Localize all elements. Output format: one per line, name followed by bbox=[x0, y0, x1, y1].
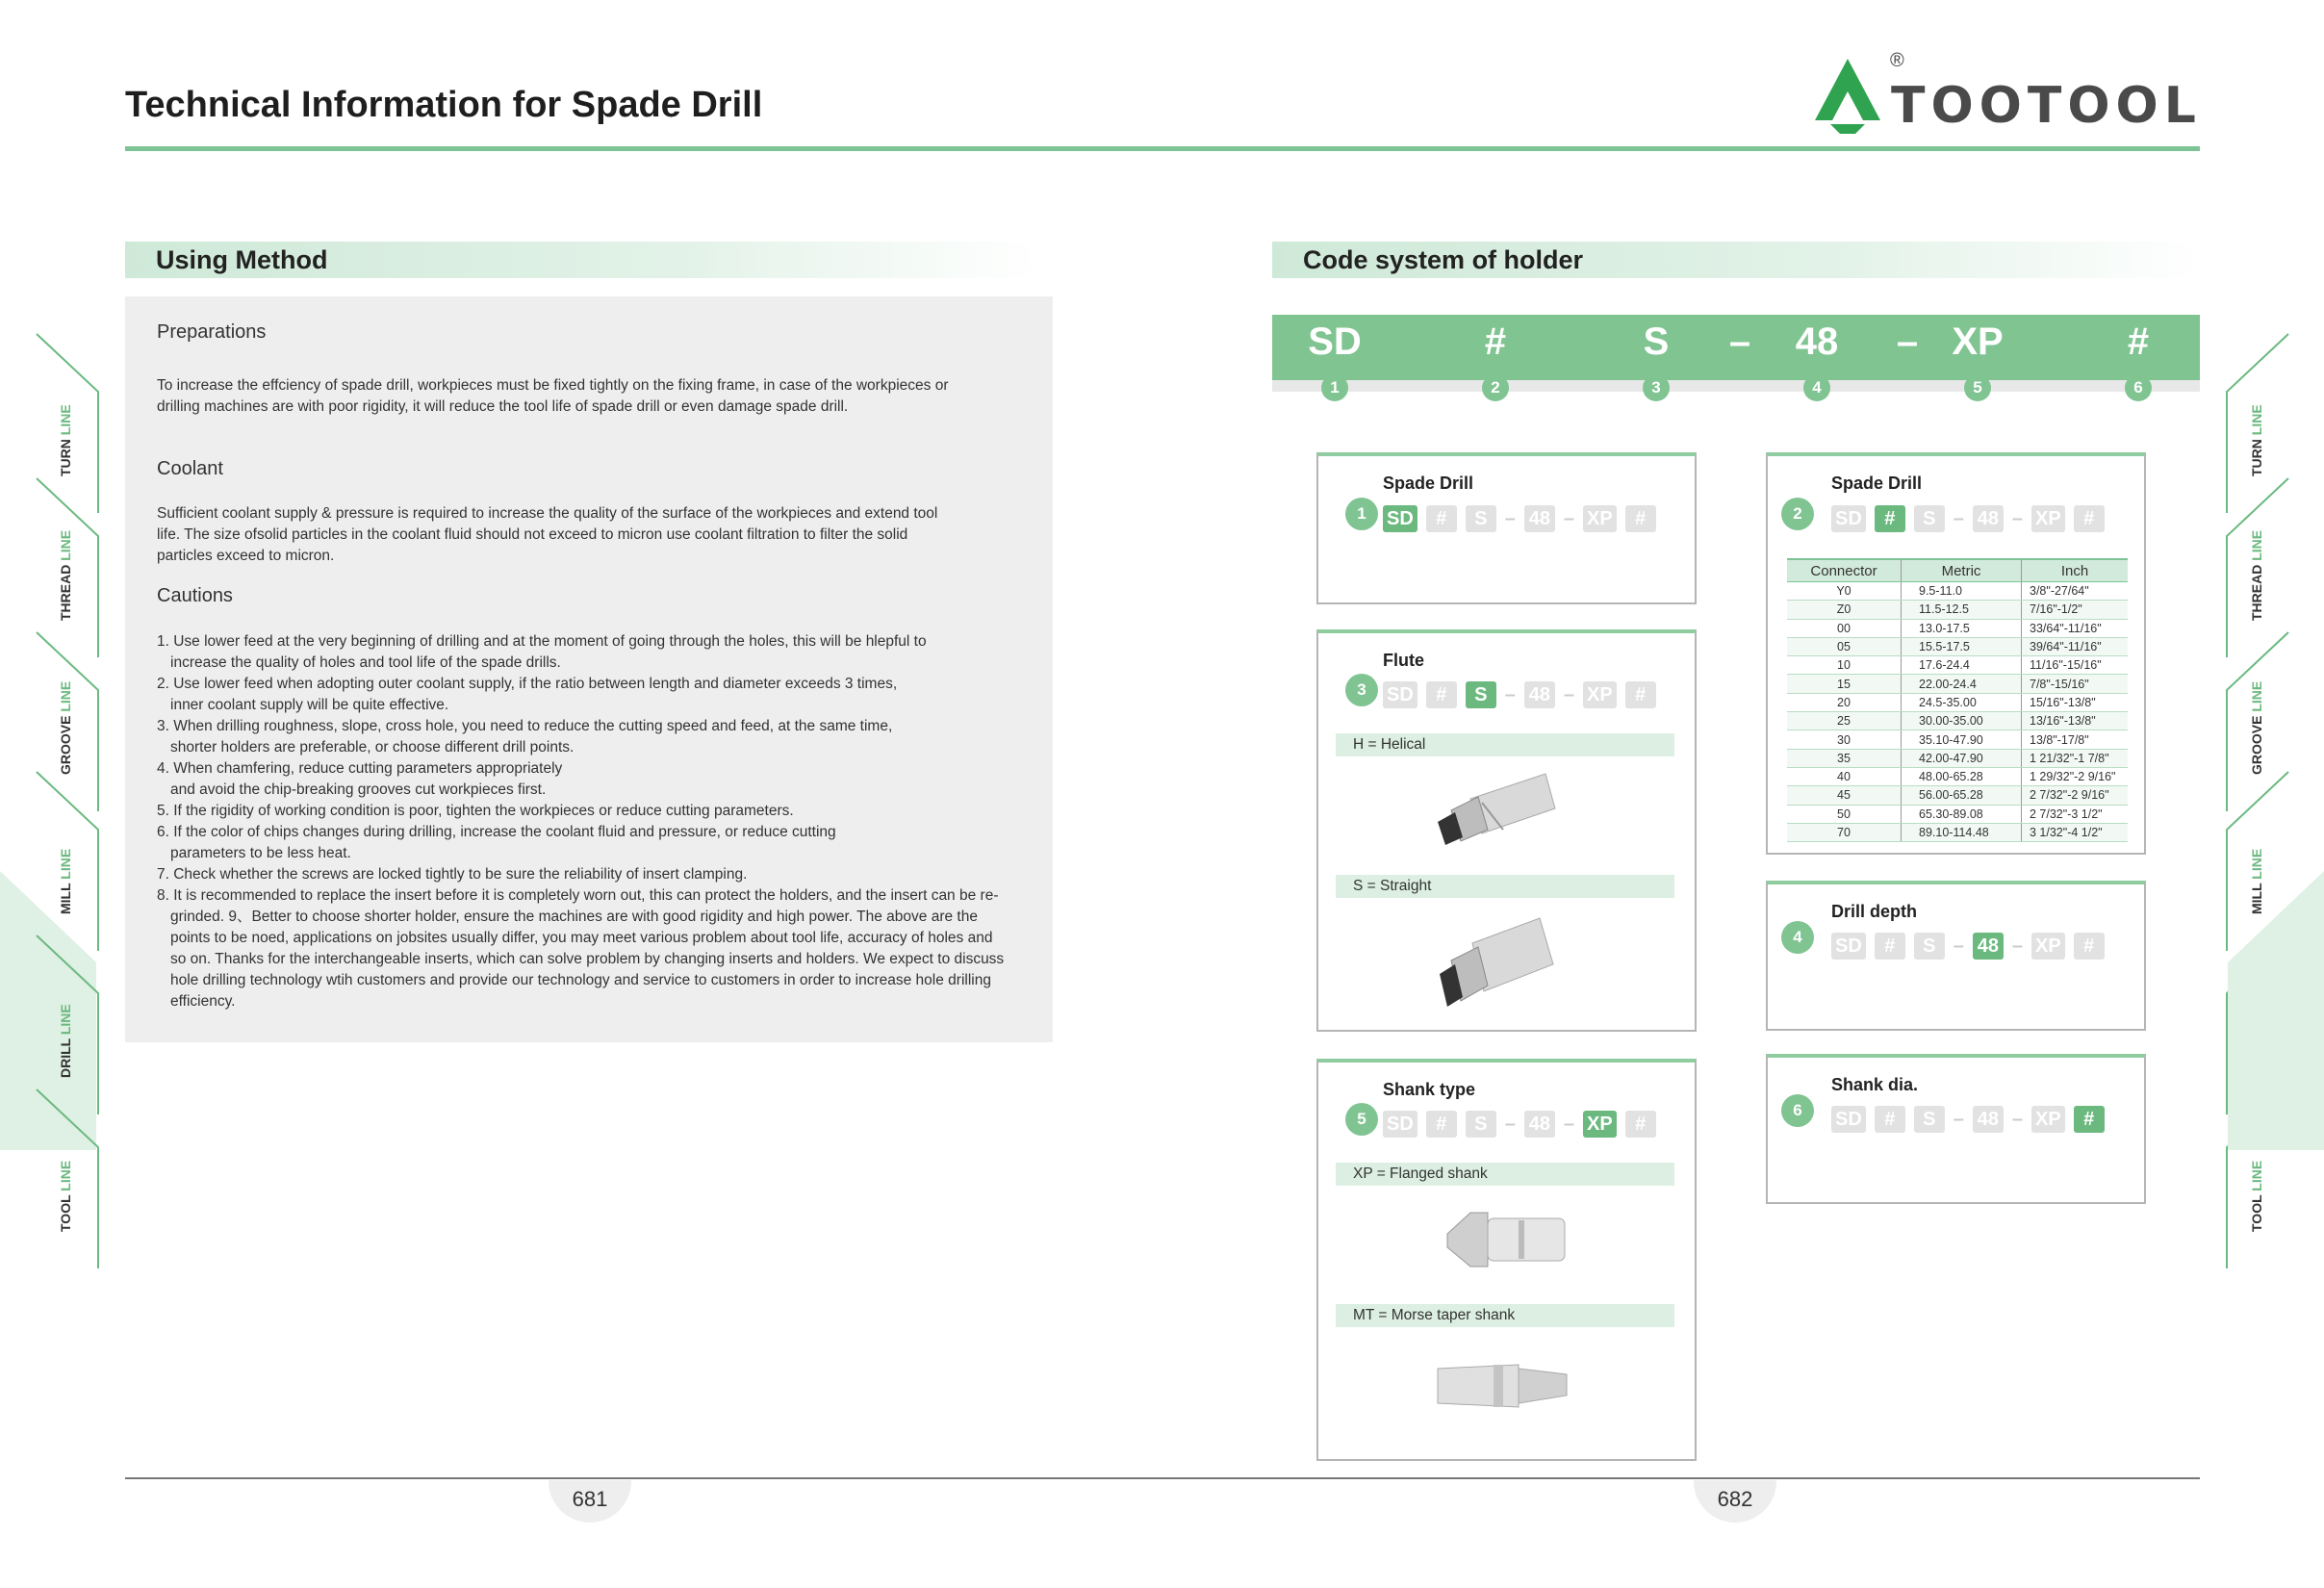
table-cell: 89.10-114.48 bbox=[1902, 823, 2022, 841]
table-cell: 30.00-35.00 bbox=[1902, 712, 2022, 730]
col-header: Connector bbox=[1787, 559, 1902, 582]
card-number: 2 bbox=[1781, 498, 1814, 530]
card-title: Shank dia. bbox=[1831, 1075, 1919, 1094]
side-tab-label-accent: LINE bbox=[58, 1004, 73, 1036]
chip-flute: S bbox=[1914, 1106, 1945, 1133]
table-cell: 3/8"-27/64" bbox=[2022, 582, 2129, 601]
side-tab-label-bold: DRILL bbox=[58, 1038, 73, 1078]
code-number: 6 bbox=[2125, 374, 2152, 401]
table-row bbox=[1787, 767, 2128, 785]
table-cell: 2 7/32"-3 1/2" bbox=[2022, 805, 2129, 823]
table-cell: 13/8"-17/8" bbox=[2022, 730, 2129, 749]
table-cell: 33/64"-11/16" bbox=[2022, 619, 2129, 637]
chip-dash: – bbox=[2011, 935, 2024, 957]
side-tab-label-bold: TOOL bbox=[2249, 1194, 2264, 1232]
side-tab-turn-line[interactable] bbox=[58, 404, 73, 476]
table-cell: 42.00-47.90 bbox=[1902, 749, 2022, 767]
caution-item: 1. Use lower feed at the very beginning of drilling and at the moment of going through the holes, this will be hlepful to increase the quality of holes and tool life of the spade drills. bbox=[157, 633, 927, 671]
table-row bbox=[1787, 637, 2128, 655]
chip-depth: 48 bbox=[1973, 933, 2004, 960]
side-tab-label-bold: GROOVE bbox=[2249, 715, 2264, 775]
card-title: Flute bbox=[1383, 651, 1424, 670]
chip-dash: – bbox=[1953, 935, 1964, 957]
side-tab-label-accent: LINE bbox=[58, 680, 73, 712]
side-tab-label-bold: MILL bbox=[58, 883, 73, 914]
code-chips bbox=[1383, 505, 1656, 532]
table-cell: 15.5-17.5 bbox=[1902, 637, 2022, 655]
chip-flute: S bbox=[1914, 933, 1945, 960]
code-number: 1 bbox=[1321, 374, 1348, 401]
side-tab-label-accent: LINE bbox=[2249, 1160, 2264, 1191]
morse-taper-shank-image bbox=[1432, 1357, 1576, 1415]
table-cell: 15/16"-13/8" bbox=[2022, 693, 2129, 711]
side-tab-mill-line[interactable] bbox=[58, 849, 73, 914]
card-title: Shank type bbox=[1383, 1080, 1476, 1099]
table-cell: 50 bbox=[1787, 805, 1902, 823]
side-tab-label-accent: LINE bbox=[58, 1160, 73, 1191]
code-symbol: # bbox=[2127, 320, 2150, 363]
chip-dia: # bbox=[2074, 1106, 2105, 1133]
chip-connector: # bbox=[1426, 505, 1457, 532]
code-symbol: XP bbox=[1952, 320, 2004, 363]
chip-dia: # bbox=[1625, 1111, 1656, 1138]
side-tab-label-accent: LINE bbox=[2249, 848, 2264, 880]
chip-shank: XP bbox=[2031, 1106, 2065, 1133]
preparations-title: Preparations bbox=[157, 321, 267, 343]
table-cell: 40 bbox=[1787, 767, 1902, 785]
tootool-logo-icon bbox=[1809, 53, 1886, 135]
table-cell: 56.00-65.28 bbox=[1902, 786, 2022, 805]
table-row bbox=[1787, 730, 2128, 749]
col-header: Inch bbox=[2022, 559, 2129, 582]
chip-connector: # bbox=[1426, 681, 1457, 708]
side-tab-turn-line[interactable] bbox=[2249, 404, 2264, 476]
table-cell: 9.5-11.0 bbox=[1902, 582, 2022, 601]
table-cell: 11/16"-15/16" bbox=[2022, 656, 2129, 675]
table-cell: 35 bbox=[1787, 749, 1902, 767]
chip-sd: SD bbox=[1831, 1106, 1866, 1133]
chip-depth: 48 bbox=[1973, 505, 2004, 532]
chip-dash: – bbox=[2011, 1108, 2024, 1130]
card-number: 6 bbox=[1781, 1094, 1814, 1127]
code-dash: – bbox=[1896, 320, 1919, 363]
table-cell: 11.5-12.5 bbox=[1902, 601, 2022, 619]
card-number: 5 bbox=[1345, 1103, 1378, 1136]
option-straight: S = Straight bbox=[1336, 875, 1674, 898]
code-number: 2 bbox=[1482, 374, 1509, 401]
table-cell: 39/64"-11/16" bbox=[2022, 637, 2129, 655]
side-tab-label-bold: TURN bbox=[58, 439, 73, 476]
chip-dash: – bbox=[1504, 1113, 1516, 1135]
card-number: 3 bbox=[1345, 674, 1378, 706]
caution-item: 5. If the rigidity of working condition is poor, tighten the workpieces or reduce cutting parameters. bbox=[157, 803, 794, 819]
table-cell: Z0 bbox=[1787, 601, 1902, 619]
table-row bbox=[1787, 619, 2128, 637]
table-cell: 13/16"-13/8" bbox=[2022, 712, 2129, 730]
table-cell: 25 bbox=[1787, 712, 1902, 730]
side-tab-thread-line[interactable] bbox=[2249, 530, 2264, 621]
chip-connector: # bbox=[1426, 1111, 1457, 1138]
table-row bbox=[1787, 656, 2128, 675]
page-number-right: 682 bbox=[1694, 1480, 1776, 1523]
chip-dash: – bbox=[1563, 683, 1575, 705]
code-dash: – bbox=[1728, 320, 1751, 363]
table-row bbox=[1787, 675, 2128, 693]
side-tab-label-bold: TURN bbox=[2249, 439, 2264, 476]
card-shank-type bbox=[1316, 1059, 1697, 1461]
chip-depth: 48 bbox=[1973, 1106, 2004, 1133]
table-cell: 24.5-35.00 bbox=[1902, 693, 2022, 711]
table-cell: 65.30-89.08 bbox=[1902, 805, 2022, 823]
table-row bbox=[1787, 693, 2128, 711]
side-tab-tool-line[interactable] bbox=[58, 1161, 73, 1232]
chip-shank: XP bbox=[1583, 505, 1617, 532]
side-tab-tool-line[interactable] bbox=[2249, 1161, 2264, 1232]
header-divider bbox=[125, 146, 2200, 151]
chip-dia: # bbox=[2074, 933, 2105, 960]
code-symbol: S bbox=[1643, 320, 1670, 363]
chip-shank: XP bbox=[1583, 681, 1617, 708]
card-shank-dia bbox=[1766, 1054, 2146, 1204]
caution-item: 7. Check whether the screws are locked tightly to be sure the reliability of insert clamping. bbox=[157, 866, 748, 883]
card-number: 4 bbox=[1781, 921, 1814, 954]
chip-dash: – bbox=[1504, 683, 1516, 705]
chip-dash: – bbox=[1563, 507, 1575, 529]
caution-item: 2. Use lower feed when adopting outer coolant supply, if the ratio between length and diameter exceeds 3 times, inner coolant supply will be quite effective. bbox=[157, 676, 898, 713]
side-tab-label-accent: LINE bbox=[2249, 529, 2264, 561]
brand-name: TOOTOOL bbox=[1891, 77, 2202, 135]
page-number-left: 681 bbox=[549, 1480, 631, 1523]
chip-depth: 48 bbox=[1524, 1111, 1555, 1138]
table-cell: Y0 bbox=[1787, 582, 1902, 601]
table-cell: 05 bbox=[1787, 637, 1902, 655]
chip-dia: # bbox=[2074, 505, 2105, 532]
table-row bbox=[1787, 749, 2128, 767]
side-tab-thread-line[interactable] bbox=[58, 530, 73, 621]
chip-depth: 48 bbox=[1524, 681, 1555, 708]
code-chips bbox=[1383, 681, 1656, 708]
card-flute bbox=[1316, 629, 1697, 1032]
side-tab-label-bold: THREAD bbox=[58, 564, 73, 621]
code-symbol: SD bbox=[1308, 320, 1362, 363]
coolant-text: Sufficient coolant supply & pressure is required to increase the quality of the surface of the workpieces and extend tool life. The size ofsolid particles in the coolant fluid should not exceed to micron use coolant filtration to filter the solid particles exceed to micron. bbox=[157, 505, 938, 564]
caution-item: 6. If the color of chips changes during drilling, increase the coolant fluid and pressure, or reduce cutting parameters to be less heat. bbox=[157, 824, 836, 861]
chip-flute: S bbox=[1914, 505, 1945, 532]
option-morse-taper-shank: MT = Morse taper shank bbox=[1336, 1304, 1674, 1327]
chip-dash: – bbox=[1953, 1108, 1964, 1130]
code-chips bbox=[1831, 505, 2105, 532]
table-cell: 15 bbox=[1787, 675, 1902, 693]
using-method-heading: Using Method bbox=[125, 242, 1039, 278]
chip-sd: SD bbox=[1831, 933, 1866, 960]
chip-dash: – bbox=[2011, 507, 2024, 529]
straight-drill-image bbox=[1434, 914, 1559, 1011]
chip-dash: – bbox=[1504, 507, 1516, 529]
table-row bbox=[1787, 601, 2128, 619]
card-drill-depth bbox=[1766, 881, 2146, 1031]
coolant-title: Coolant bbox=[157, 458, 223, 479]
side-tab-label-accent: LINE bbox=[58, 404, 73, 436]
table-row bbox=[1787, 823, 2128, 841]
chip-shank: XP bbox=[2031, 505, 2065, 532]
chip-sd: SD bbox=[1383, 1111, 1417, 1138]
chip-connector: # bbox=[1875, 505, 1905, 532]
registered-mark: ® bbox=[1890, 50, 1904, 71]
code-chips bbox=[1383, 1111, 1656, 1138]
code-symbol: 48 bbox=[1795, 320, 1839, 363]
cautions-list bbox=[157, 631, 1005, 1012]
table-cell: 45 bbox=[1787, 786, 1902, 805]
caution-item: 4. When chamfering, reduce cutting parameters appropriately and avoid the chip-breaking grooves cut workpieces first. bbox=[157, 760, 563, 798]
helical-drill-image bbox=[1432, 770, 1557, 847]
chip-depth: 48 bbox=[1524, 505, 1555, 532]
table-cell: 1 21/32"-1 7/8" bbox=[2022, 749, 2129, 767]
footer-divider bbox=[125, 1477, 2200, 1479]
code-chips bbox=[1831, 1106, 2105, 1133]
code-number: 3 bbox=[1643, 374, 1670, 401]
table-cell: 7/8"-15/16" bbox=[2022, 675, 2129, 693]
table-cell: 17.6-24.4 bbox=[1902, 656, 2022, 675]
table-row bbox=[1787, 786, 2128, 805]
page-title: Technical Information for Spade Drill bbox=[125, 85, 763, 125]
using-method-panel bbox=[125, 296, 1053, 1042]
side-tab-label-bold: TOOL bbox=[58, 1194, 73, 1232]
table-cell: 48.00-65.28 bbox=[1902, 767, 2022, 785]
table-cell: 30 bbox=[1787, 730, 1902, 749]
col-header: Metric bbox=[1902, 559, 2022, 582]
table-cell: 13.0-17.5 bbox=[1902, 619, 2022, 637]
preparations-text: To increase the effciency of spade drill, workpieces must be fixed tightly on the fixing frame, in case of the workpieces or drilling machines are with poor rigidity, it will reduce the tool life of spade drill or even damage spade drill. bbox=[157, 377, 949, 415]
card-spade-drill bbox=[1316, 452, 1697, 604]
code-chips bbox=[1831, 933, 2105, 960]
drill-line-active-highlight-right bbox=[2228, 871, 2324, 1150]
chip-flute: S bbox=[1466, 681, 1496, 708]
side-tab-drill-line[interactable] bbox=[58, 1004, 73, 1078]
table-row bbox=[1787, 712, 2128, 730]
chip-dash: – bbox=[1953, 507, 1964, 529]
table-cell: 2 7/32"-2 9/16" bbox=[2022, 786, 2129, 805]
chip-dash: – bbox=[1563, 1113, 1575, 1135]
caution-item: 8. It is recommended to replace the insert before it is completely worn out, this can protect the holders, and the insert can be re-grinded. 9、Better to choose shorter holder, ensure the machines are with good rigidity and high power. The above are the points to be noed, applications on jobsites usually differ, you may meet various problem about tool life, accuracy of holes and so on. Thanks for the interchangeable inserts, which can solve problem by changing inserts and holders. We expect to discuss hole drilling technology wtih customers and provide our technology and service to customers in order to increase hole drilling efficiency. bbox=[157, 887, 1005, 1010]
caution-item: 3. When drilling roughness, slope, cross hole, you need to reduce the cutting speed and feed, at the same time, shorter holders are preferable, or choose different drill points. bbox=[157, 718, 893, 756]
card-title: Spade Drill bbox=[1831, 474, 1923, 493]
table-cell: 00 bbox=[1787, 619, 1902, 637]
table-cell: 1 29/32"-2 9/16" bbox=[2022, 767, 2129, 785]
cautions-title: Cautions bbox=[157, 585, 233, 606]
table-row bbox=[1787, 805, 2128, 823]
side-tab-label-bold: MILL bbox=[2249, 883, 2264, 914]
chip-sd: SD bbox=[1831, 505, 1866, 532]
chip-dia: # bbox=[1625, 505, 1656, 532]
chip-connector: # bbox=[1875, 933, 1905, 960]
code-system-heading: Code system of holder bbox=[1272, 242, 2200, 278]
code-number: 5 bbox=[1964, 374, 1991, 401]
side-tab-label-accent: LINE bbox=[58, 848, 73, 880]
side-tab-label-bold: GROOVE bbox=[58, 715, 73, 775]
table-cell: 3 1/32"-4 1/2" bbox=[2022, 823, 2129, 841]
card-number: 1 bbox=[1345, 498, 1378, 530]
table-cell: 20 bbox=[1787, 693, 1902, 711]
chip-sd: SD bbox=[1383, 505, 1417, 532]
code-bar bbox=[1272, 315, 2200, 380]
chip-dia: # bbox=[1625, 681, 1656, 708]
option-flanged-shank: XP = Flanged shank bbox=[1336, 1163, 1674, 1186]
connector-table bbox=[1787, 558, 2128, 842]
code-symbol: # bbox=[1484, 320, 1507, 363]
table-cell: 7/16"-1/2" bbox=[2022, 601, 2129, 619]
table-cell: 70 bbox=[1787, 823, 1902, 841]
chip-shank: XP bbox=[1583, 1111, 1617, 1138]
chip-connector: # bbox=[1875, 1106, 1905, 1133]
side-tab-label-bold: THREAD bbox=[2249, 564, 2264, 621]
chip-sd: SD bbox=[1383, 681, 1417, 708]
side-tab-label-accent: LINE bbox=[2249, 680, 2264, 712]
table-cell: 35.10-47.90 bbox=[1902, 730, 2022, 749]
side-tab-label-accent: LINE bbox=[2249, 404, 2264, 436]
code-bar-shadow bbox=[1272, 380, 2200, 392]
card-title: Spade Drill bbox=[1383, 474, 1474, 493]
chip-flute: S bbox=[1466, 505, 1496, 532]
card-title: Drill depth bbox=[1831, 902, 1917, 921]
side-tab-groove-line[interactable] bbox=[2249, 681, 2264, 775]
table-cell: 22.00-24.4 bbox=[1902, 675, 2022, 693]
side-tab-label-accent: LINE bbox=[58, 529, 73, 561]
flanged-shank-image bbox=[1442, 1205, 1576, 1274]
table-cell: 10 bbox=[1787, 656, 1902, 675]
option-helical: H = Helical bbox=[1336, 733, 1674, 756]
table-row bbox=[1787, 582, 2128, 601]
side-tab-groove-line[interactable] bbox=[58, 681, 73, 775]
chip-shank: XP bbox=[2031, 933, 2065, 960]
chip-flute: S bbox=[1466, 1111, 1496, 1138]
card-connector bbox=[1766, 452, 2146, 855]
code-number: 4 bbox=[1803, 374, 1830, 401]
